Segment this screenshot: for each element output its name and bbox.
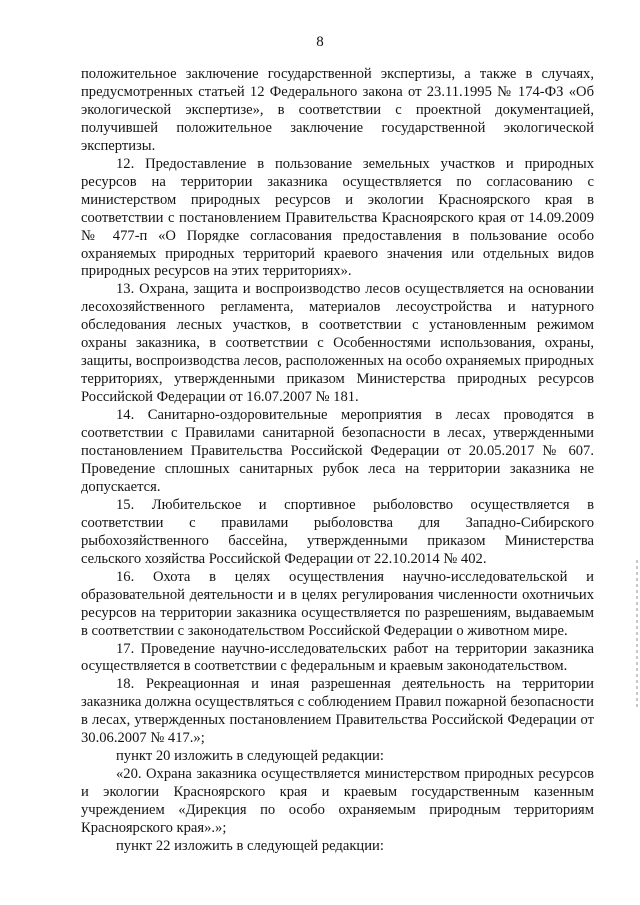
paragraph-13: 13. Охрана, защита и воспроизводство лесов осуществляется на основании лесохозяйственного регламента, материалов лесоустройства и натурного обследования лесных участков, в соответствии с установленным режимом охраны заказника, в соответствии с Особенностями использования, охраны, защиты, воспроизводства лесов, расположенных на особо охраняемых природных территориях, утвержденными приказом Министерства природных ресурсов Российской Федерации от 16.07.2007 № 181.: [81, 281, 594, 406]
paragraph-18: 18. Рекреационная и иная разрешенная деятельность на территории заказника должна осуществляться с соблюдением Правил пожарной безопасности в лесах, утвержденных постановлением Правительства Российской Федерации от 30.06.2007 № 417.»;: [81, 676, 594, 747]
paragraph-17: 17. Проведение научно-исследовательских работ на территории заказника осуществляется в соответствии с федеральным и краевым законодательством.: [81, 640, 594, 675]
paragraph-15: 15. Любительское и спортивное рыболовство осуществляется в соответствии с правилами рыболовства для Западно-Сибирского рыбохозяйственного бассейна, утвержденными приказом Министерства сельского хозяйства Российской Федерации от 22.10.2014 № 402.: [81, 496, 594, 567]
paragraph-12: 12. Предоставление в пользование земельных участков и природных ресурсов на территории заказника осуществляется по согласованию с министерством природных ресурсов и экологии Красноярского края в соответствии с постановлением Правительства Красноярского края от 14.09.2009 № 477-п «О Порядке согласования предоставления в пользование особо охраняемых природных территорий краевого значения или отдельных видов природных ресурсов на этих территориях».: [81, 155, 594, 280]
amendment-instruction-22: пункт 22 изложить в следующей редакции:: [116, 837, 384, 854]
page-number: 8: [316, 34, 324, 50]
scan-edge-mark: [636, 560, 638, 710]
paragraph-16: 16. Охота в целях осуществления научно-исследовательской и образовательной деятельности и в целях регулирования численности охотничьих ресурсов на территории заказника осуществляется по разрешениям, выдаваемым в соответствии с законодательством Российской Федерации о животном мире.: [81, 568, 594, 639]
paragraph-14: 14. Санитарно-оздоровительные мероприятия в лесах проводятся в соответствии с Правилами санитарной безопасности в лесах, утвержденными постановлением Правительства Российской Федерации от 20.05.2017 № 607. Проведение сплошных санитарных рубок леса на территории заказника не допускается.: [81, 407, 594, 495]
paragraph-continuation: положительное заключение государственной экспертизы, а также в случаях, предусмотренных статьей 12 Федерального закона от 23.11.1995 № 174-ФЗ «Об экологической экспертизе», в соответствии с проектной документацией, получившей положительное заключение государственной экологической экспертизы.: [81, 66, 594, 154]
paragraph-20: «20. Охрана заказника осуществляется министерством природных ресурсов и экологии Красноярского края и краевым государственным казенным учреждением «Дирекция по особо охраняемым природным территориям Красноярского края».»;: [81, 766, 594, 837]
document-body: [81, 66, 594, 856]
amendment-instruction-20: пункт 20 изложить в следующей редакции:: [116, 748, 384, 765]
